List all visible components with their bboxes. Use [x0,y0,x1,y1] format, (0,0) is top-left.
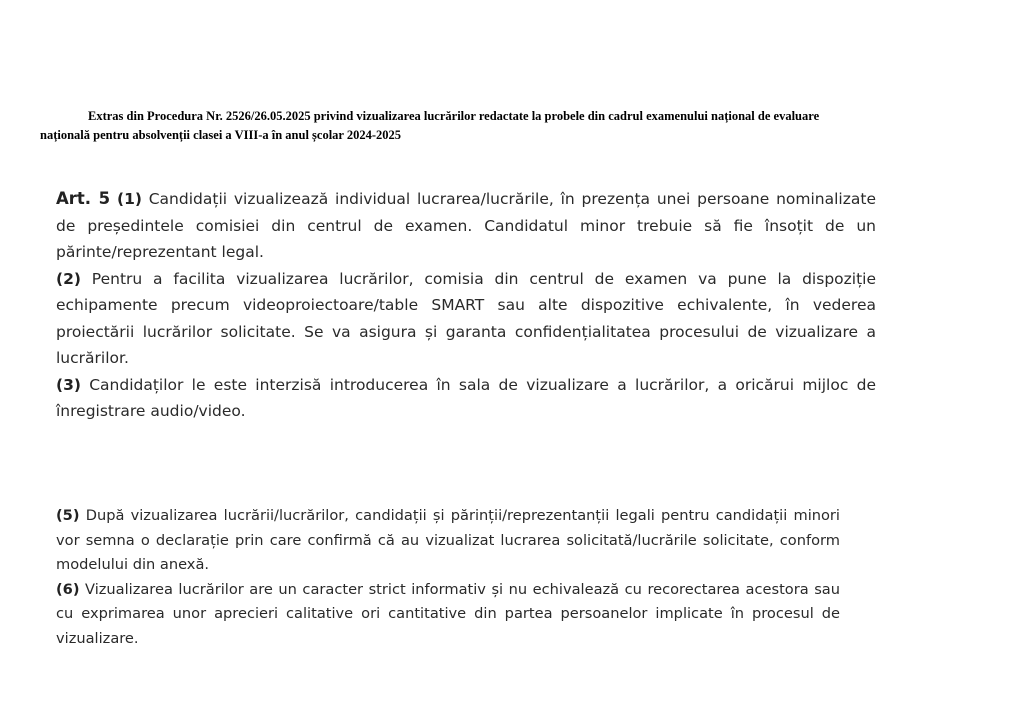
paragraph-5-number: (5) [56,507,80,524]
article-block-upper [56,186,876,425]
paragraph-5 [56,504,840,578]
article-block-lower [56,504,840,651]
header-line-2: națională pentru absolvenții clasei a VIII-a în anul școlar 2024-2025 [40,128,402,142]
paragraph-1 [56,186,876,266]
paragraph-3-number: (3) [56,375,81,394]
paragraph-2 [56,266,876,372]
paragraph-3 [56,372,876,425]
paragraph-1-text: Candidații vizualizează individual lucrarea/lucrările, în prezența unei persoane nominalizate de președintele comisiei din centrul de examen. Candidatul minor trebuie să fie însoțit de un părinte/reprezentant legal. [56,190,876,261]
paragraph-3-text: Candidaților le este interzisă introducerea în sala de vizualizare a lucrărilor, a oricărui mijloc de înregistrare audio/video. [56,375,876,420]
article-label: Art. 5 [56,189,111,208]
header-line-1: Extras din Procedura Nr. 2526/26.05.2025 privind vizualizarea lucrărilor redactate la probele din cadrul examenului național de evaluare [88,109,820,123]
paragraph-6-text: Vizualizarea lucrărilor are un caracter strict informativ și nu echivalează cu recorectarea acestora sau cu exprimarea unor aprecieri calitative ori cantitative din partea persoanelor implicate în procesul de vizualizare. [56,580,840,647]
paragraph-5-text: După vizualizarea lucrării/lucrărilor, candidații și părinții/reprezentanții legali pentru candidații minori vor semna o declarație prin care confirmă că au vizualizat lucrarea solicitată/lucrările solicitate, conform modelului din anexă. [56,507,840,573]
paragraph-6-number: (6) [56,580,80,598]
paragraph-1-number: (1) [116,190,142,208]
paragraph-2-number: (2) [56,269,81,288]
paragraph-6 [56,578,840,652]
document-header [40,107,980,145]
paragraph-2-text: Pentru a facilita vizualizarea lucrărilor, comisia din centrul de examen va pune la dispoziție echipamente precum videoproiectoare/table SMART sau alte dispozitive echivalente, în vederea proiectării lucrărilor solicitate. Se va asigura și garanta confidențialitatea procesului de vizualizare a lucrărilor. [56,269,876,367]
